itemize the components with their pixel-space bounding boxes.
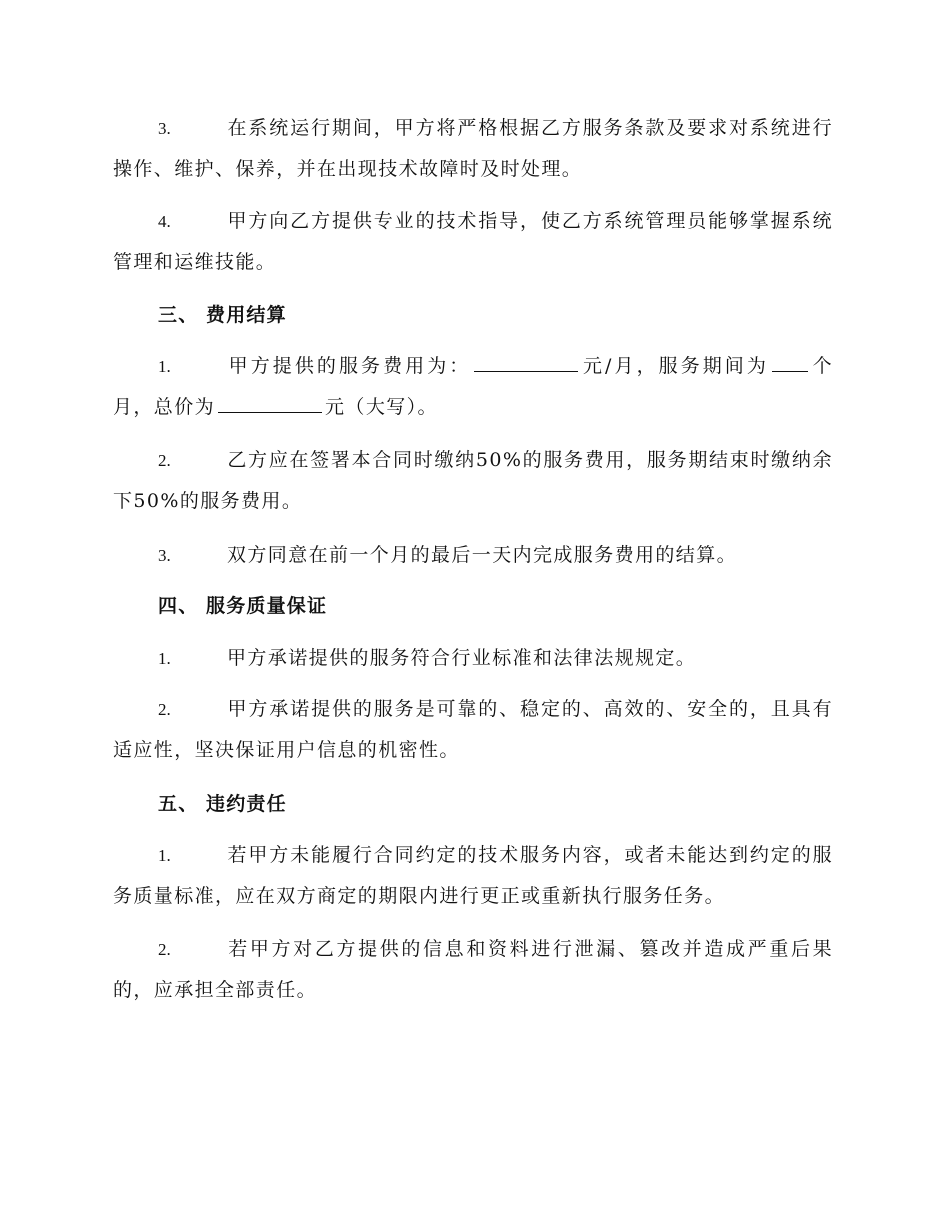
clause-text: 甲方承诺提供的服务是可靠的、稳定的、高效的、安全的，且具有适应性，坚决保证用户信息的机密性。: [113, 698, 833, 761]
clause-number: 4.: [158, 212, 171, 231]
clause-number: 1.: [158, 846, 171, 865]
section-title: 违约责任: [206, 793, 287, 815]
clause-4-1: [113, 638, 833, 679]
clause-5-2: [113, 929, 833, 1011]
clause-number: 3.: [158, 119, 171, 138]
fee-per-month-blank: [474, 349, 578, 372]
section-number: 五、: [158, 793, 199, 815]
clause-number: 1.: [158, 357, 171, 376]
clause-text: 在系统运行期间，甲方将严格根据乙方服务条款及要求对系统进行操作、维护、保养，并在出现技术故障时及时处理。: [113, 117, 833, 180]
clause-3-1: [113, 346, 833, 428]
clause-4-2: [113, 689, 833, 771]
clause-2-4: [113, 201, 833, 283]
clause-text-part: 元/月，服务期间为: [581, 355, 769, 377]
total-price-blank: [218, 390, 322, 413]
clause-text: 若甲方未能履行合同约定的技术服务内容，或者未能达到约定的服务质量标准，应在双方商定的期限内进行更正或重新执行服务任务。: [113, 844, 833, 907]
clause-2-3: [113, 108, 833, 190]
clause-number: 2.: [158, 451, 171, 470]
section-heading-5: [158, 789, 287, 819]
section-heading-4: [158, 591, 327, 621]
clause-3-2: [113, 440, 833, 522]
clause-text: 双方同意在前一个月的最后一天内完成服务费用的结算。: [227, 544, 738, 566]
clause-number: 2.: [158, 700, 171, 719]
clause-text: 甲方向乙方提供专业的技术指导，使乙方系统管理员能够掌握系统管理和运维技能。: [113, 210, 833, 273]
clause-text: 乙方应在签署本合同时缴纳50%的服务费用，服务期结束时缴纳余下50%的服务费用。: [113, 449, 833, 512]
section-title: 服务质量保证: [206, 595, 328, 617]
clause-number: 2.: [158, 940, 171, 959]
section-number: 四、: [158, 595, 199, 617]
clause-number: 3.: [158, 546, 171, 565]
service-months-blank: [772, 349, 808, 372]
section-heading-3: [158, 300, 287, 330]
clause-text-part: 甲方提供的服务费用为：: [227, 355, 472, 377]
clause-text: 若甲方对乙方提供的信息和资料进行泄漏、篡改并造成严重后果的，应承担全部责任。: [113, 938, 833, 1001]
section-number: 三、: [158, 304, 199, 326]
clause-number: 1.: [158, 649, 171, 668]
section-title: 费用结算: [206, 304, 287, 326]
clause-3-3: [113, 535, 833, 576]
clause-text-part: 个月，总价为: [113, 355, 833, 418]
clause-5-1: [113, 835, 833, 917]
clause-text: 甲方承诺提供的服务符合行业标准和法律法规规定。: [227, 647, 697, 669]
clause-text-part: 元（大写）。: [325, 396, 438, 418]
